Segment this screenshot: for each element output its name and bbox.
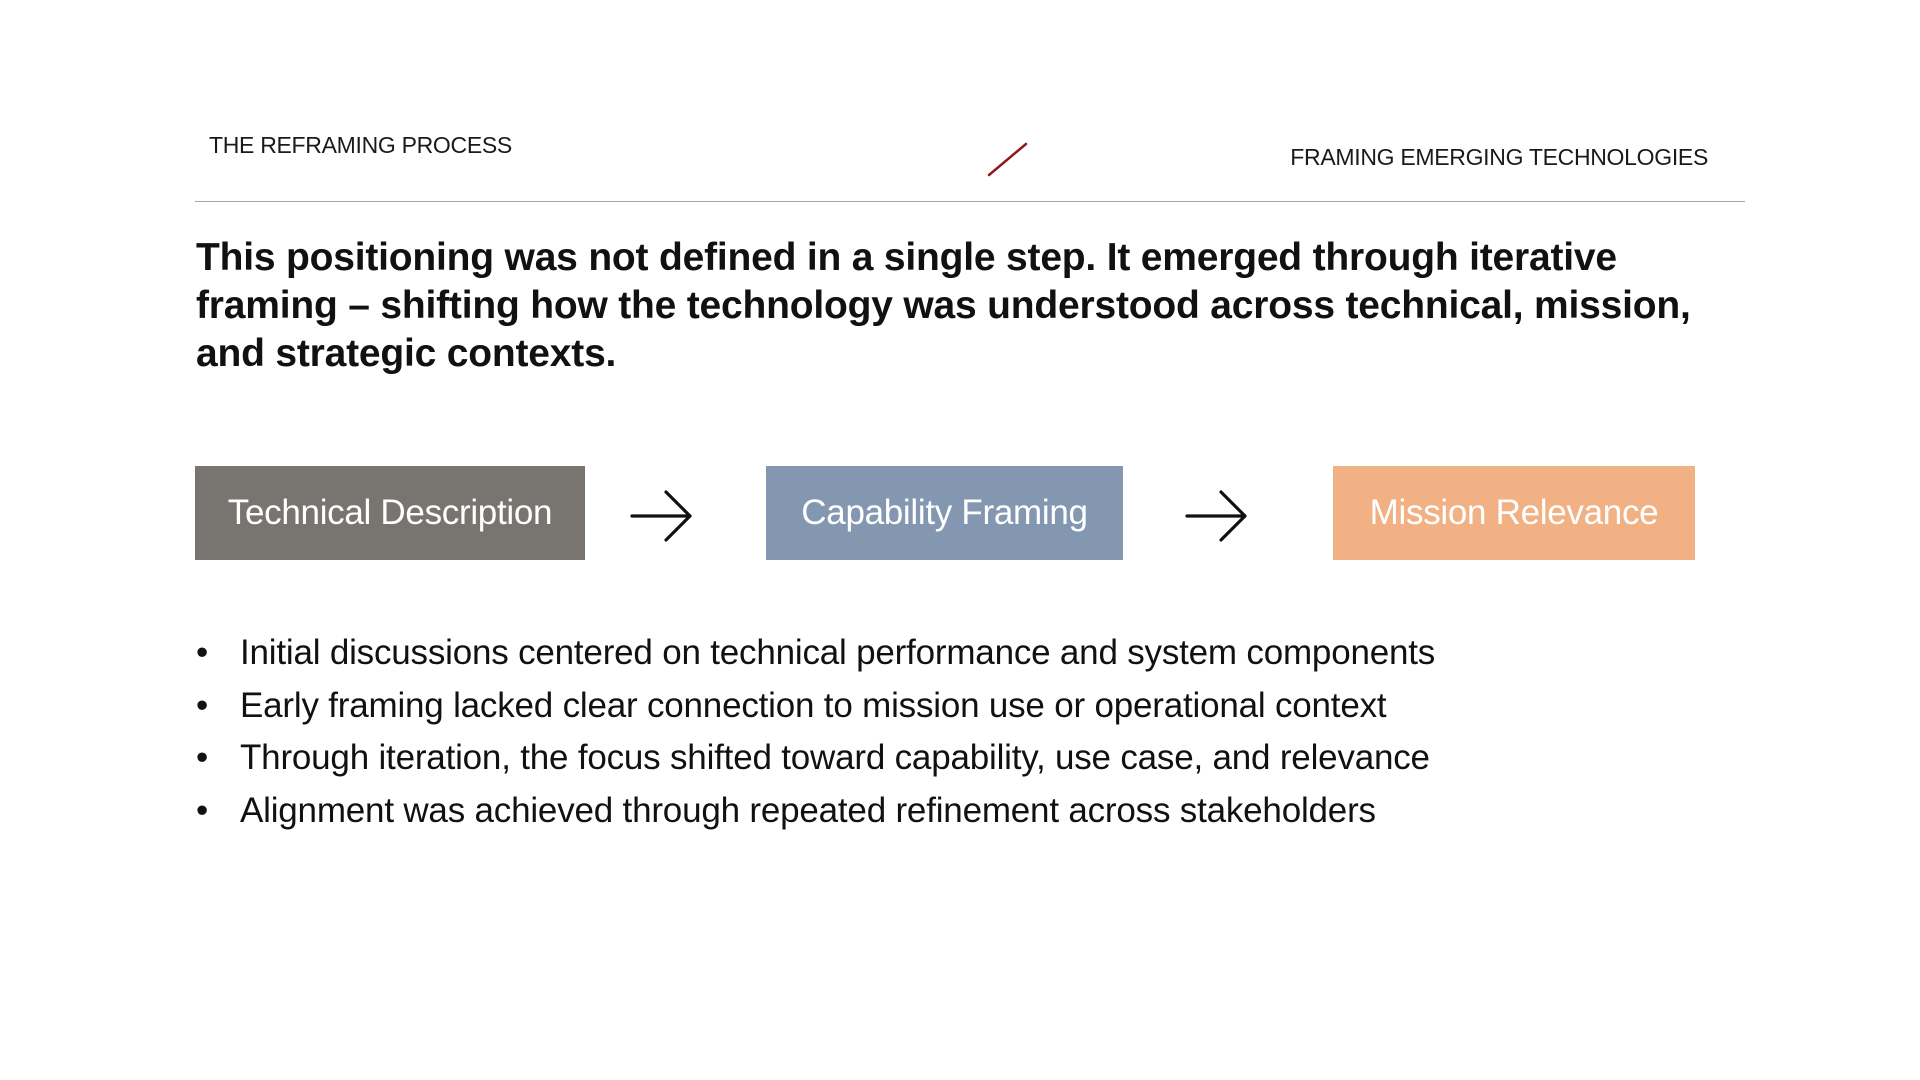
- right-arrow-icon: [630, 488, 694, 544]
- step-label: Capability Framing: [801, 493, 1088, 532]
- deck-title: FRAMING EMERGING TECHNOLOGIES: [1290, 144, 1708, 170]
- slash-accent-icon: [985, 140, 1029, 178]
- bullet-icon: •: [196, 685, 209, 725]
- list-item: [196, 732, 1435, 785]
- right-arrow-icon: [1185, 488, 1249, 544]
- bullet-text: Initial discussions centered on technical performance and system components: [240, 633, 1436, 672]
- bullet-icon: •: [196, 790, 209, 830]
- step-mission-relevance: [1333, 466, 1695, 560]
- bullet-text: Alignment was achieved through repeated refinement across stakeholders: [240, 790, 1376, 830]
- list-item: [196, 627, 1435, 680]
- step-capability-framing: [766, 466, 1123, 560]
- bullet-text: Early framing lacked clear connection to mission use or operational context: [240, 685, 1387, 725]
- bullet-list: [196, 627, 1435, 837]
- step-label: Mission Relevance: [1369, 493, 1659, 532]
- process-flow: [0, 466, 1920, 560]
- step-technical-description: [195, 466, 585, 560]
- lead-statement: This positioning was not defined in a single step. It emerged through iterative framing – shifting how the technology was understood across technical, mission, and strategic contexts.: [196, 236, 1691, 375]
- section-label: THE REFRAMING PROCESS: [209, 132, 512, 158]
- header-divider: [195, 201, 1745, 202]
- list-item: [196, 680, 1435, 733]
- bullet-icon: •: [196, 738, 209, 777]
- list-item: [196, 785, 1435, 838]
- bullet-text: Through iteration, the focus shifted toward capability, use case, and relevance: [240, 738, 1430, 777]
- bullet-icon: •: [196, 633, 209, 672]
- step-label: Technical Description: [227, 493, 553, 532]
